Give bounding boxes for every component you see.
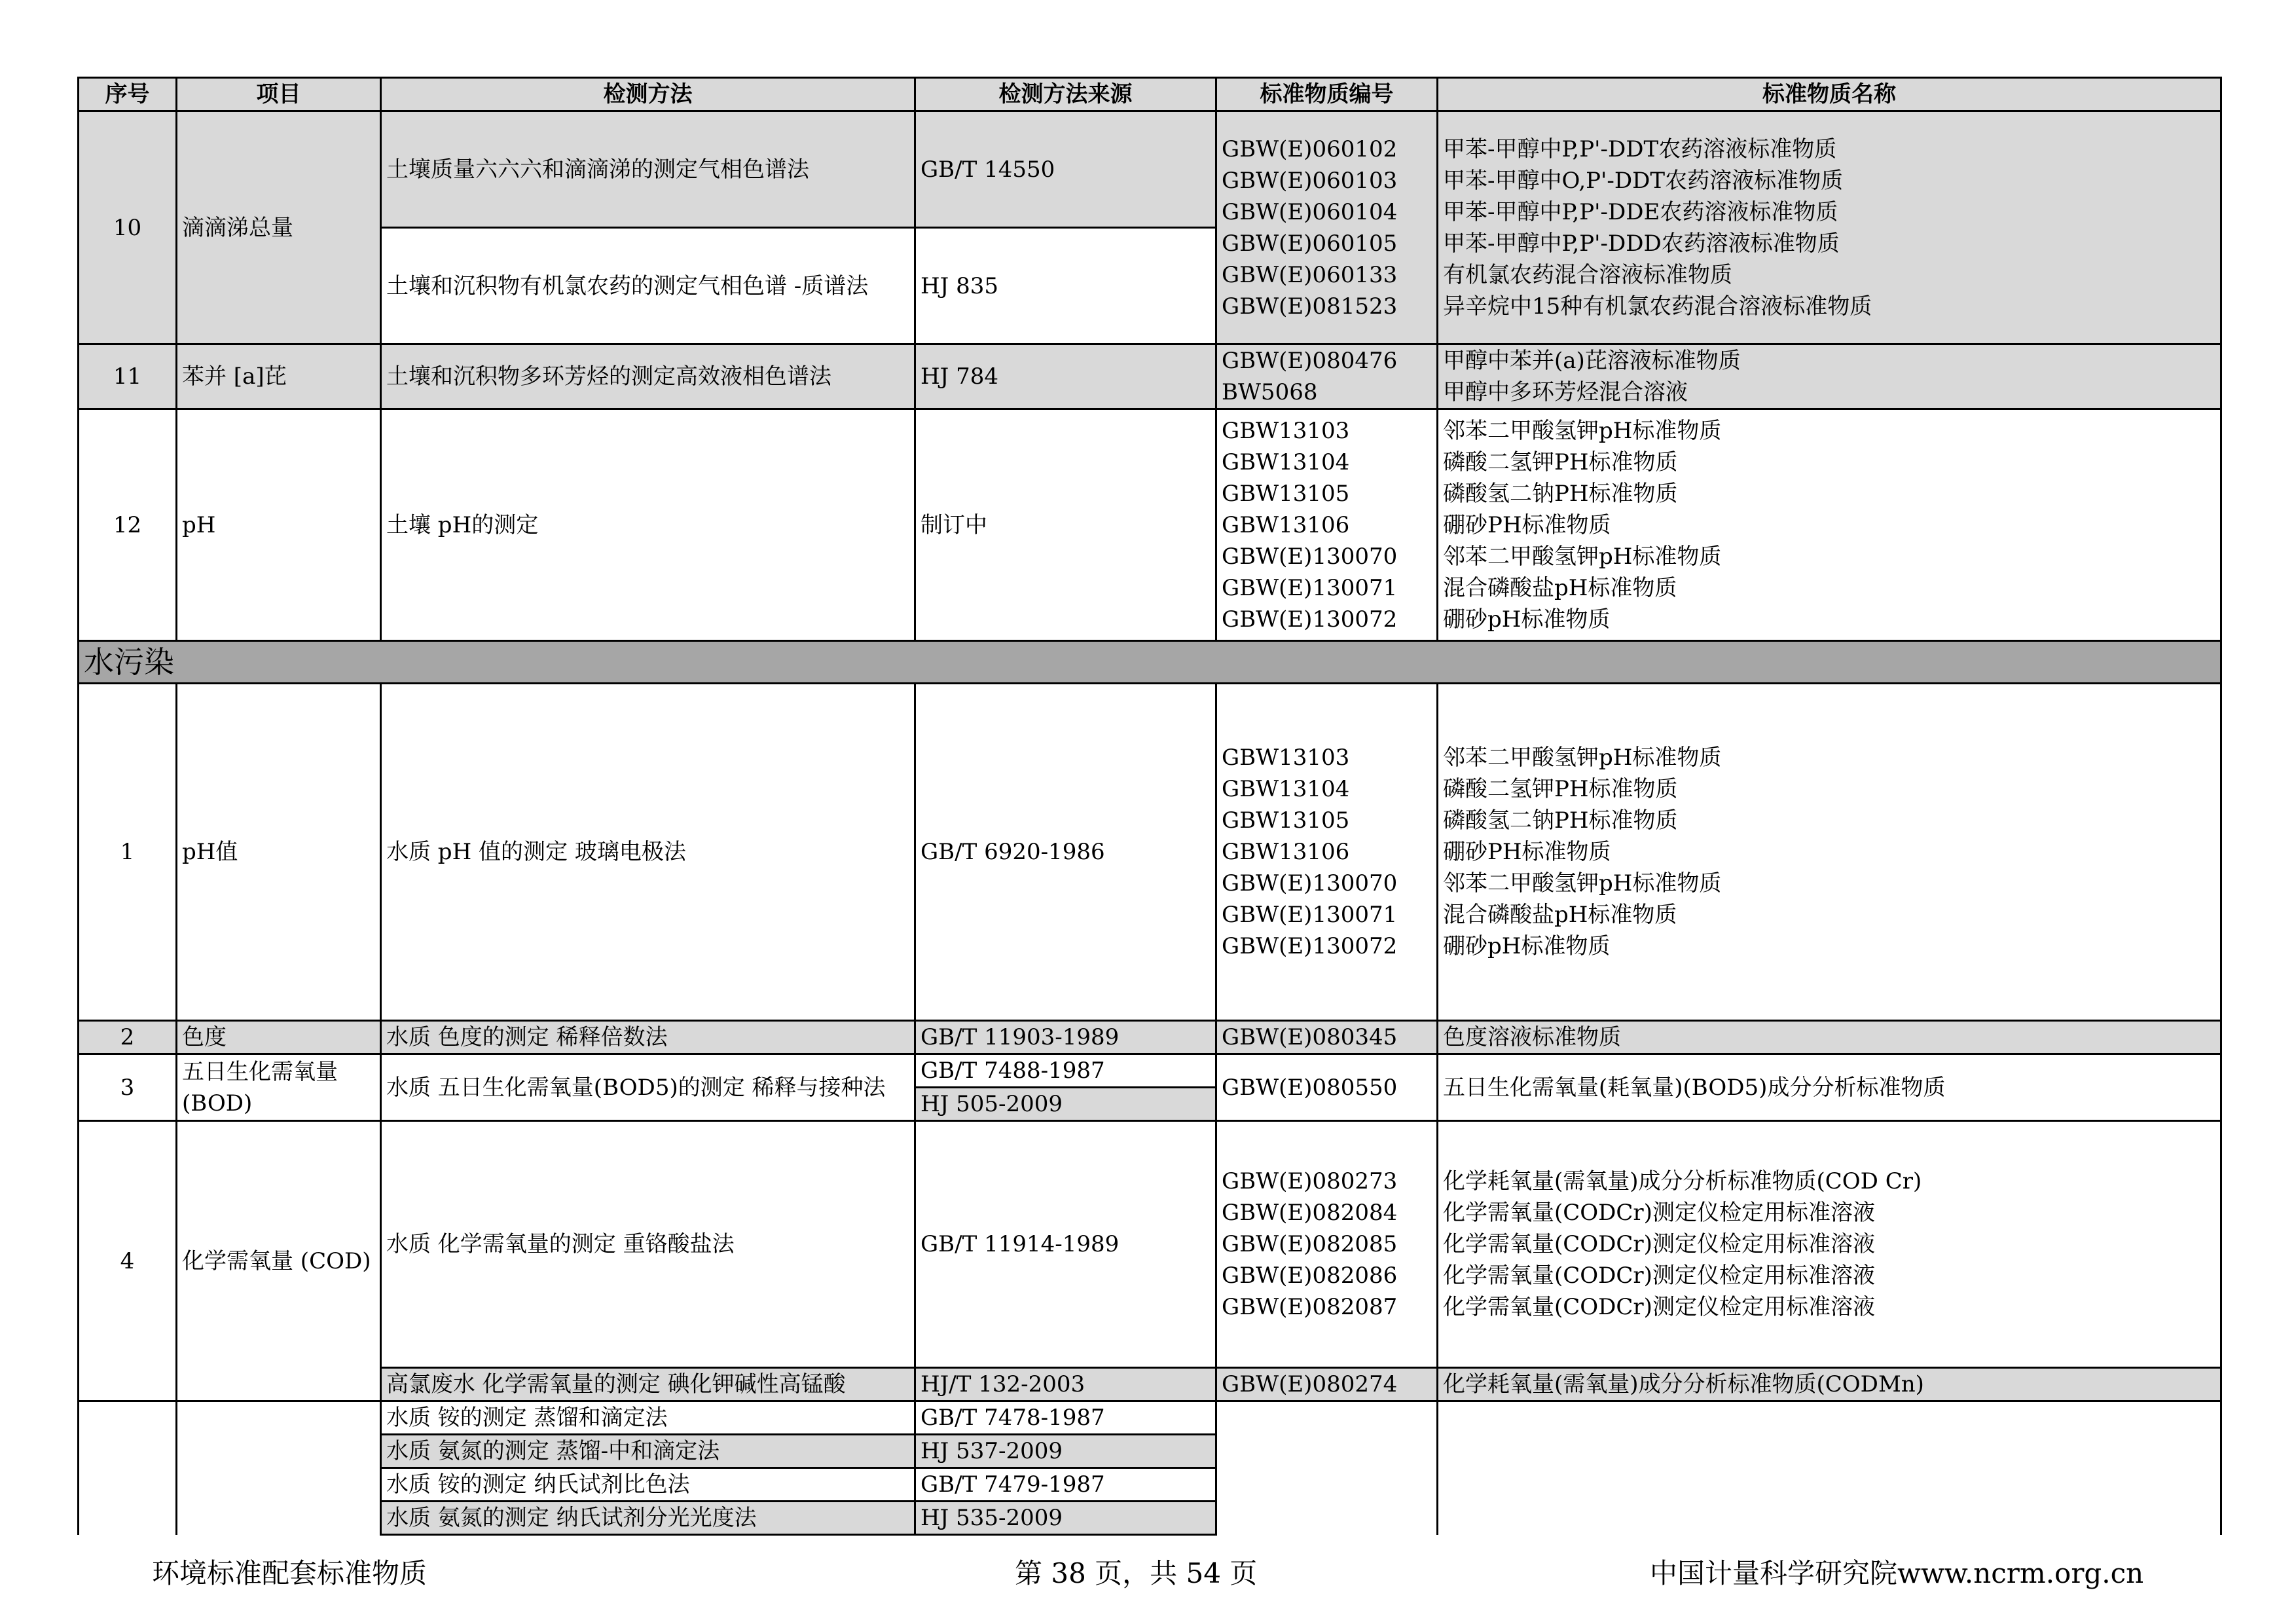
table-row — [79, 1368, 2221, 1401]
header-name: 标准物质名称 — [1438, 78, 2221, 111]
row-method: 水质 铵的测定 蒸馏和滴定法 — [381, 1401, 915, 1435]
row-method: 土壤质量六六六和滴滴涕的测定气相色谱法 — [381, 111, 915, 228]
row-method: 土壤 pH的测定 — [381, 409, 915, 641]
row-codes: GBW(E)080476 BW5068 — [1216, 344, 1438, 409]
row-name — [1438, 1401, 2221, 1535]
row-method: 水质 色度的测定 稀释倍数法 — [381, 1021, 915, 1054]
header-item: 项目 — [177, 78, 381, 111]
row-item: 滴滴涕总量 — [177, 111, 381, 344]
row-method: 水质 pH 值的测定 玻璃电极法 — [381, 684, 915, 1021]
row-codes: GBW(E)080273 GBW(E)082084 GBW(E)082085 GBW(E)082086 GBW(E)082087 — [1216, 1121, 1438, 1368]
footer-org: 中国计量科学研究院www.ncrm.org.cn — [1650, 1557, 2144, 1589]
row-method: 土壤和沉积物有机氯农药的测定气相色谱 -质谱法 — [381, 228, 915, 344]
section-title: 水污染 — [79, 641, 2221, 684]
row-names: 甲醇中苯并(a)芘溶液标准物质 甲醇中多环芳烃混合溶液 — [1438, 344, 2221, 409]
row-item: 苯并 [a]芘 — [177, 344, 381, 409]
table-row — [79, 1121, 2221, 1368]
header-method: 检测方法 — [381, 78, 915, 111]
row-source: HJ 537-2009 — [915, 1435, 1216, 1468]
table-row — [79, 1401, 2221, 1435]
row-item: pH值 — [177, 684, 381, 1021]
row-source: HJ 505-2009 — [915, 1088, 1216, 1121]
row-source: HJ 535-2009 — [915, 1502, 1216, 1535]
row-source: GB/T 7488-1987 — [915, 1054, 1216, 1088]
row-source: GB/T 6920-1986 — [915, 684, 1216, 1021]
row-method: 水质 氨氮的测定 蒸馏-中和滴定法 — [381, 1435, 915, 1468]
table-row — [79, 1054, 2221, 1088]
row-names: 化学耗氧量(需氧量)成分分析标准物质(COD Cr) 化学需氧量(CODCr)测定仪检定用标准溶液 化学需氧量(CODCr)测定仪检定用标准溶液 化学需氧量(CODCr)测定仪检定用标准溶液 化学需氧量(CODCr)测定仪检定用标准溶液 — [1438, 1121, 2221, 1368]
table-row — [79, 409, 2221, 641]
row-method: 土壤和沉积物多环芳烃的测定高效液相色谱法 — [381, 344, 915, 409]
row-code: GBW(E)080550 — [1216, 1054, 1438, 1121]
table-row — [79, 684, 2221, 1021]
row-item: 五日生化需氧量(BOD) — [177, 1054, 381, 1121]
row-source: GB/T 7479-1987 — [915, 1468, 1216, 1502]
footer-title: 环境标准配套标准物质 — [152, 1557, 428, 1589]
header-source: 检测方法来源 — [915, 78, 1216, 111]
row-code: GBW(E)080345 — [1216, 1021, 1438, 1054]
row-no: 3 — [79, 1054, 177, 1121]
row-names: 邻苯二甲酸氢钾pH标准物质 磷酸二氢钾PH标准物质 磷酸氢二钠PH标准物质 硼砂PH标准物质 邻苯二甲酸氢钾pH标准物质 混合磷酸盐pH标准物质 硼砂pH标准物质 — [1438, 684, 2221, 1021]
table-row — [79, 344, 2221, 409]
table-row — [79, 111, 2221, 228]
header-code: 标准物质编号 — [1216, 78, 1438, 111]
row-names: 邻苯二甲酸氢钾pH标准物质 磷酸二氢钾PH标准物质 磷酸氢二钠PH标准物质 硼砂PH标准物质 邻苯二甲酸氢钾pH标准物质 混合磷酸盐pH标准物质 硼砂pH标准物质 — [1438, 409, 2221, 641]
row-code — [1216, 1401, 1438, 1535]
table-row — [79, 1021, 2221, 1054]
row-method: 水质 五日生化需氧量(BOD5)的测定 稀释与接种法 — [381, 1054, 915, 1121]
row-source: HJ 784 — [915, 344, 1216, 409]
row-name: 化学耗氧量(需氧量)成分分析标准物质(CODMn) — [1438, 1368, 2221, 1401]
row-source: GB/T 11914-1989 — [915, 1121, 1216, 1368]
row-codes: GBW(E)060102 GBW(E)060103 GBW(E)060104 GBW(E)060105 GBW(E)060133 GBW(E)081523 — [1216, 111, 1438, 344]
row-method: 高氯废水 化学需氧量的测定 碘化钾碱性高锰酸 — [381, 1368, 915, 1401]
row-names: 甲苯-甲醇中P,P'-DDT农药溶液标准物质 甲苯-甲醇中O,P'-DDT农药溶液标准物质 甲苯-甲醇中P,P'-DDE农药溶液标准物质 甲苯-甲醇中P,P'-DDD农药溶液标准物质 有机氯农药混合溶液标准物质 异辛烷中15种有机氯农药混合溶液标准物质 — [1438, 111, 2221, 344]
row-item — [177, 1401, 381, 1535]
row-no: 11 — [79, 344, 177, 409]
row-item: 化学需氧量 (COD) — [177, 1121, 381, 1401]
row-code: GBW(E)080274 — [1216, 1368, 1438, 1401]
section-row — [79, 641, 2221, 684]
row-source: GB/T 11903-1989 — [915, 1021, 1216, 1054]
row-source: GB/T 7478-1987 — [915, 1401, 1216, 1435]
row-no: 10 — [79, 111, 177, 344]
row-no — [79, 1401, 177, 1535]
row-no: 4 — [79, 1121, 177, 1401]
row-codes: GBW13103 GBW13104 GBW13105 GBW13106 GBW(E)130070 GBW(E)130071 GBW(E)130072 — [1216, 684, 1438, 1021]
row-source: 制订中 — [915, 409, 1216, 641]
row-codes: GBW13103 GBW13104 GBW13105 GBW13106 GBW(E)130070 GBW(E)130071 GBW(E)130072 — [1216, 409, 1438, 641]
header-no: 序号 — [79, 78, 177, 111]
row-no: 1 — [79, 684, 177, 1021]
row-source: GB/T 14550 — [915, 111, 1216, 228]
row-no: 12 — [79, 409, 177, 641]
row-method: 水质 铵的测定 纳氏试剂比色法 — [381, 1468, 915, 1502]
row-item: 色度 — [177, 1021, 381, 1054]
row-source: HJ/T 132-2003 — [915, 1368, 1216, 1401]
row-item: pH — [177, 409, 381, 641]
row-name: 五日生化需氧量(耗氧量)(BOD5)成分分析标准物质 — [1438, 1054, 2221, 1121]
row-name: 色度溶液标准物质 — [1438, 1021, 2221, 1054]
row-method: 水质 氨氮的测定 纳氏试剂分光光度法 — [381, 1502, 915, 1535]
header-row — [79, 78, 2221, 111]
standards-table — [77, 77, 2222, 1536]
row-no: 2 — [79, 1021, 177, 1054]
row-source: HJ 835 — [915, 228, 1216, 344]
page-number: 第 38 页，共 54 页 — [1015, 1557, 1258, 1589]
row-method: 水质 化学需氧量的测定 重铬酸盐法 — [381, 1121, 915, 1368]
